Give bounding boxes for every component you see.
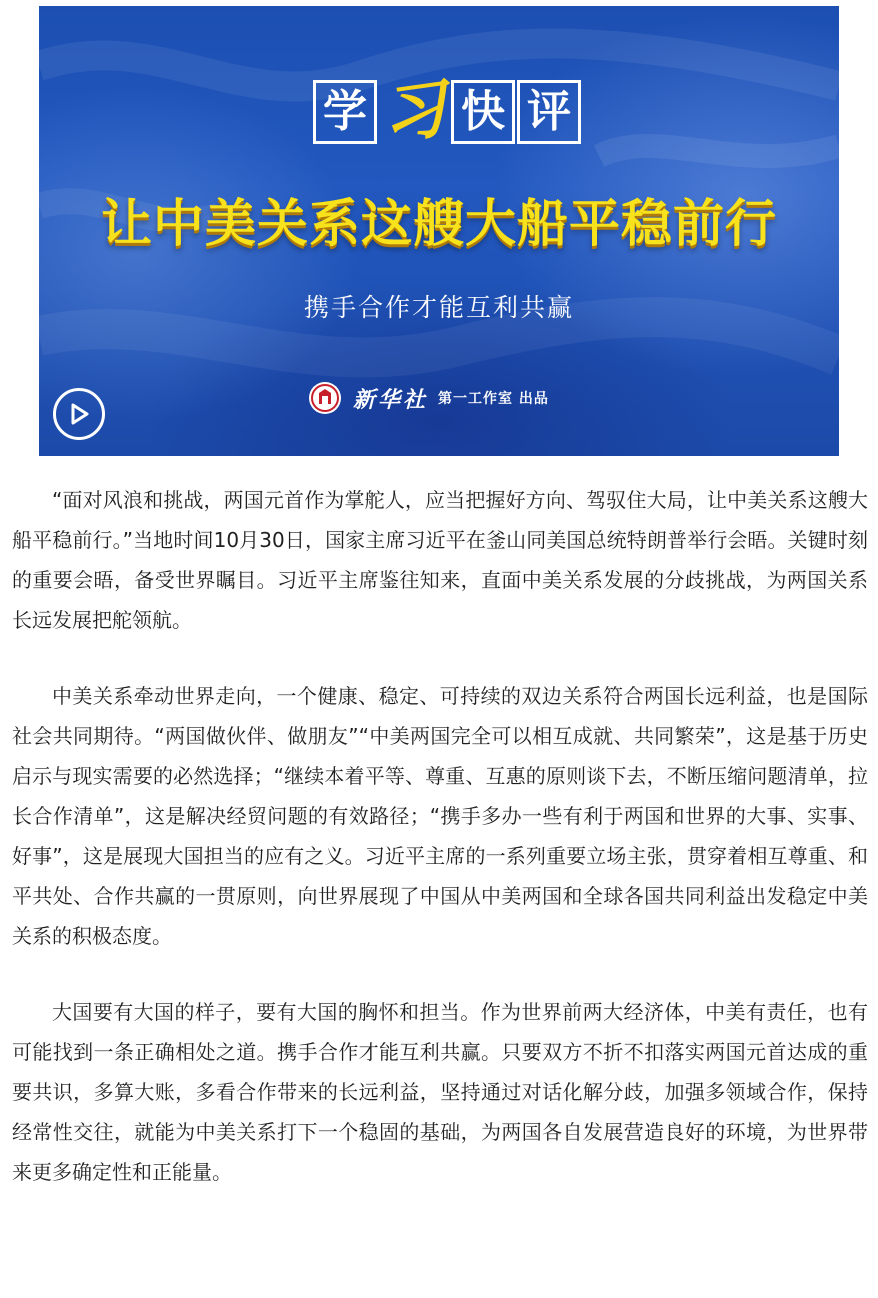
badge-char-xi-brush: 习 xyxy=(377,70,451,155)
video-banner[interactable] xyxy=(39,6,839,456)
article-paragraph: “面对风浪和挑战，两国元首作为掌舵人，应当把握好方向、驾驭住大局，让中美关系这艘大船平稳前行。”当地时间10月30日，国家主席习近平在釜山同美国总统特朗普举行会晤。关键时刻的重要会晤，备受世界瞩目。习近平主席鉴往知来，直面中美关系发展的分歧挑战，为两国关系长远发展把舵领航。 xyxy=(12,488,868,632)
brand-name: 新华社 xyxy=(353,386,429,413)
badge-char-kuai: 快 xyxy=(451,80,515,144)
banner-subheadline: 携手合作才能互利共赢 xyxy=(303,293,574,322)
brand-credit xyxy=(307,378,549,418)
xinhua-logo-icon xyxy=(307,380,343,416)
play-button[interactable] xyxy=(53,388,105,440)
study-review-badge xyxy=(313,70,583,155)
badge-char-ping: 评 xyxy=(517,80,581,144)
banner-headline: 让中美关系这艘大船平稳前行 xyxy=(100,195,777,254)
brand-sub-credit: 第一工作室 出品 xyxy=(438,391,549,407)
article-paragraph: 大国要有大国的样子，要有大国的胸怀和担当。作为世界前两大经济体，中美有责任，也有可能找到一条正确相处之道。携手合作才能互利共赢。只要双方不折不扣落实两国元首达成的重要共识，多算大账，多看合作带来的长远利益，坚持通过对话化解分歧，加强多领域合作，保持经常性交往，就能为中美关系打下一个稳固的基础，为两国各自发展营造良好的环境，为世界带来更多确定性和正能量。 xyxy=(12,1000,868,1184)
play-circle-icon xyxy=(68,402,90,426)
article-paragraph: 中美关系牵动世界走向，一个健康、稳定、可持续的双边关系符合两国长远利益，也是国际社会共同期待。“两国做伙伴、做朋友”“中美两国完全可以相互成就、共同繁荣”，这是基于历史启示与现实需要的必然选择；“继续本着平等、尊重、互惠的原则谈下去，不断压缩问题清单，拉长合作清单”，这是解决经贸问题的有效路径；“携手多办一些有利于两国和世界的大事、实事、好事”，这是展现大国担当的应有之义。习近平主席的一系列重要立场主张，贯穿着相互尊重、和平共处、合作共赢的一贯原则，向世界展现了中国从中美两国和全球各国共同利益出发稳定中美关系的积极态度。 xyxy=(12,684,868,948)
article-body xyxy=(12,480,868,1192)
badge-char-xue: 学 xyxy=(313,80,377,144)
